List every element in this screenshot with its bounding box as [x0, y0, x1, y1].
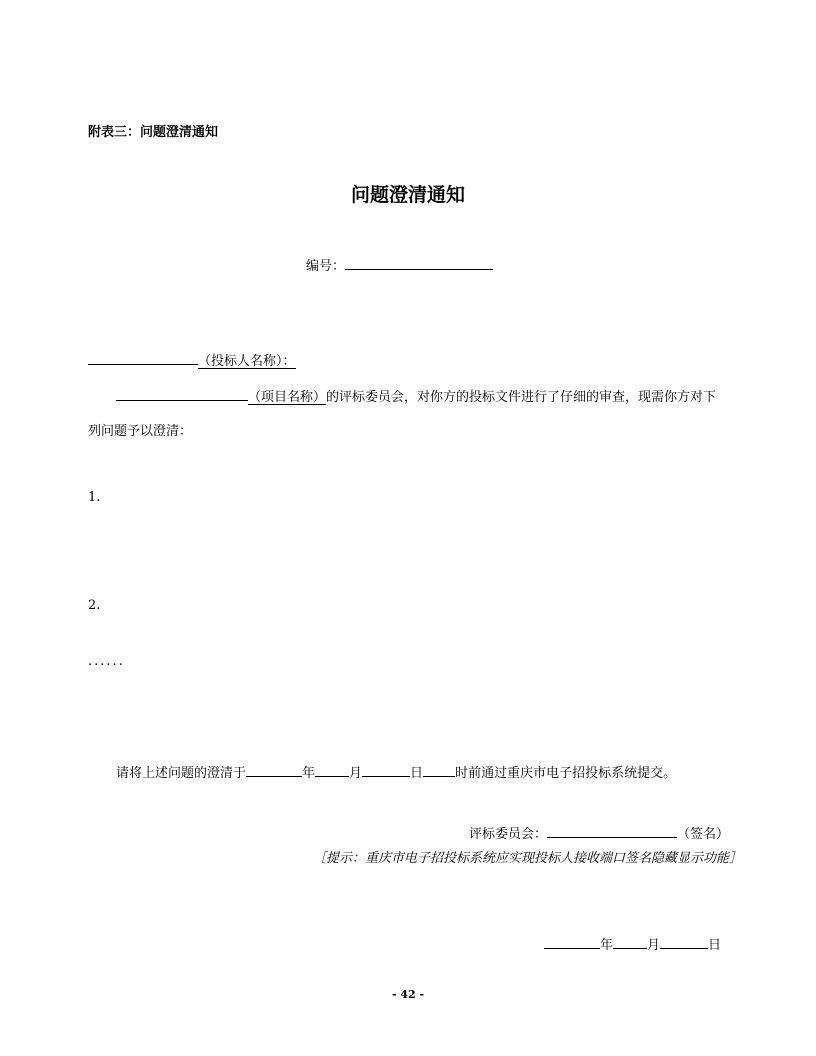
- submission-sentence: [116, 763, 676, 780]
- bidder-row: [88, 351, 296, 369]
- date-day-blank[interactable]: [660, 935, 708, 949]
- submit-day-blank[interactable]: [362, 763, 410, 777]
- submit-suffix: 时前通过重庆市电子招投标系统提交。: [455, 766, 677, 781]
- document-title: 问题澄清通知: [350, 184, 465, 206]
- submit-prefix: 请将上述问题的澄清于: [116, 766, 247, 781]
- number-field-row: [306, 256, 493, 273]
- bidder-label: （投标人名称）：: [198, 354, 296, 369]
- submit-month-blank[interactable]: [315, 763, 349, 777]
- submit-year-blank[interactable]: [246, 763, 302, 777]
- intro-line-2: 列问题予以澄清：: [88, 424, 193, 439]
- committee-row: [469, 824, 729, 841]
- signature-hint: ［提示：重庆市电子招投标系统应实现投标人接收端口签名隐藏显示功能］: [312, 851, 742, 866]
- date-year-blank[interactable]: [544, 935, 600, 949]
- item-2: 2.: [88, 598, 101, 613]
- submit-day-label: 日: [410, 766, 424, 781]
- committee-label: 评标委员会：: [469, 827, 548, 842]
- submit-month-label: 月: [349, 766, 363, 781]
- item-1: 1.: [88, 490, 101, 505]
- number-blank[interactable]: [345, 256, 493, 270]
- intro-line-1: [116, 387, 716, 405]
- project-name-blank[interactable]: [116, 387, 248, 401]
- date-month-blank[interactable]: [613, 935, 647, 949]
- page-number: - 42 -: [391, 988, 425, 1001]
- number-label: 编号：: [306, 259, 346, 274]
- bidder-name-blank[interactable]: [88, 351, 198, 365]
- submit-hour-blank[interactable]: [423, 763, 455, 777]
- date-day-label: 日: [708, 938, 722, 953]
- date-row: [544, 935, 721, 952]
- committee-sign-label: （签名）: [677, 827, 730, 842]
- submit-year-label: 年: [302, 766, 316, 781]
- ellipsis: ......: [88, 654, 125, 669]
- date-year-label: 年: [600, 938, 614, 953]
- date-month-label: 月: [647, 938, 661, 953]
- committee-sign-blank[interactable]: [547, 824, 677, 838]
- project-label: （项目名称）: [248, 390, 327, 405]
- appendix-heading: 附表三：问题澄清通知: [88, 125, 219, 140]
- intro-text: 的评标委员会，对你方的投标文件进行了仔细的审查，现需你方对下: [326, 390, 717, 405]
